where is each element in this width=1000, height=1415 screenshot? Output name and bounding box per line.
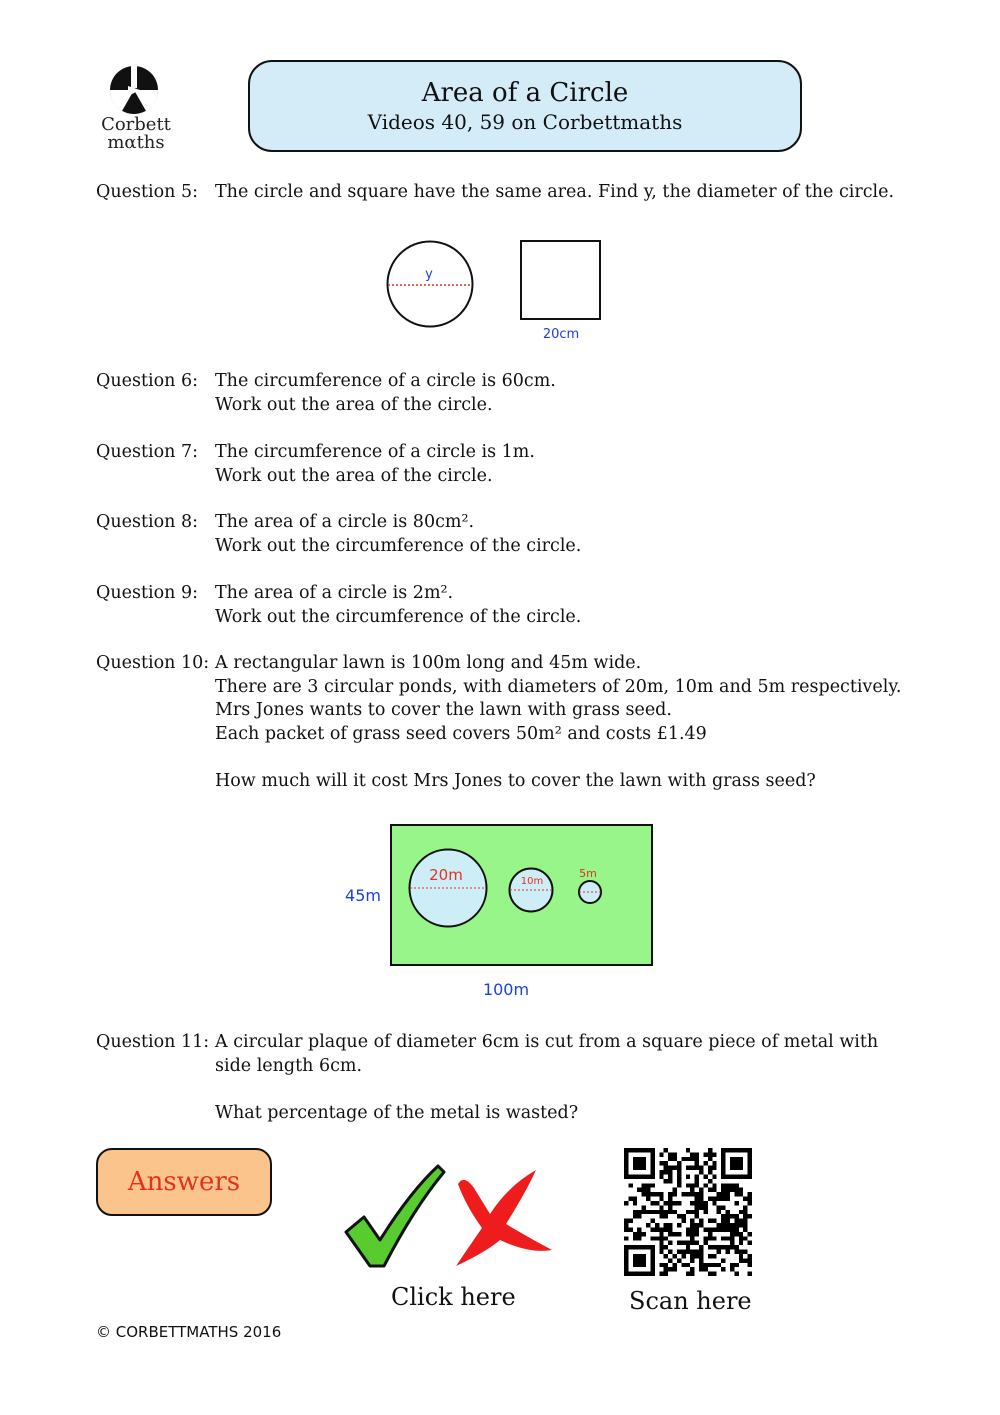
q5-square-label: 20cm (542, 327, 580, 342)
scan-here-label: Scan here (629, 1287, 752, 1315)
question-9-line-1: The area of a circle is 2m². (215, 583, 454, 603)
question-10-line-4: Each packet of grass seed covers 50m² and costs £1.49 (215, 723, 707, 744)
pond-large-label: 20m (429, 866, 463, 884)
answers-button[interactable]: Answers (96, 1148, 272, 1216)
qr-code-icon[interactable] (624, 1148, 752, 1276)
lawn-length-label: 100m (482, 980, 530, 999)
question-11-line-1: A circular plaque of diameter 6cm is cut from a square piece of metal with side length 6cm. (215, 1032, 879, 1076)
question-10-line-1: A rectangular lawn is 100m long and 45m wide. (215, 653, 642, 673)
question-5-diagram (380, 232, 620, 347)
question-5-text (215, 181, 905, 205)
question-11-line-2: What percentage of the metal is wasted? (215, 1102, 579, 1123)
question-10-line-3: Mrs Jones wants to cover the lawn with grass seed. (215, 700, 672, 720)
copyright-text: © CORBETTMATHS 2016 (96, 1323, 282, 1341)
pond-small-label: 5m (579, 867, 597, 880)
tick-icon (346, 1166, 444, 1266)
pond-medium-label: 10m (520, 876, 544, 887)
q5-square (521, 241, 600, 319)
page-subtitle: Videos 40, 59 on Corbettmaths (367, 110, 683, 134)
question-6-line-1: The circumference of a circle is 60cm. (215, 371, 556, 391)
question-7-text (215, 441, 905, 488)
logo-text-top: Corbett (101, 114, 171, 135)
lawn-width-label: 45m (345, 886, 381, 905)
question-10-diagram (335, 818, 665, 1003)
title-box (248, 60, 802, 152)
pond-small (579, 881, 601, 903)
question-6-line-2: Work out the area of the circle. (215, 394, 493, 415)
question-8-text (215, 511, 905, 558)
question-10-line-5: How much will it cost Mrs Jones to cover the lawn with grass seed? (215, 770, 816, 791)
logo-text-bottom: mαths (107, 132, 165, 153)
question-11-text (215, 1031, 905, 1125)
q5-circle (388, 242, 473, 327)
corbettmaths-logo-icon (96, 66, 176, 114)
question-8-line-2: Work out the circumference of the circle. (215, 535, 582, 556)
question-9-text (215, 582, 905, 629)
question-5-label: Question 5: (96, 182, 198, 202)
cross-icon (456, 1170, 552, 1266)
question-9-label: Question 9: (96, 583, 198, 603)
question-7-label: Question 7: (96, 442, 198, 462)
question-10-line-2: There are 3 circular ponds, with diameters of 20m, 10m and 5m respectively. (215, 676, 902, 697)
question-9-line-2: Work out the circumference of the circle. (215, 606, 582, 627)
question-5-line: The circle and square have the same area. Find y, the diameter of the circle. (215, 182, 895, 202)
question-7-line-2: Work out the area of the circle. (215, 465, 493, 486)
question-10-text (215, 652, 905, 793)
question-6-text (215, 370, 905, 417)
page-title: Area of a Circle (421, 78, 629, 108)
question-8-label: Question 8: (96, 512, 198, 532)
question-11-label: Question 11: (96, 1032, 210, 1052)
question-7-line-1: The circumference of a circle is 1m. (215, 442, 535, 462)
q5-diameter-label: y (425, 267, 433, 282)
click-here-link[interactable] (340, 1162, 555, 1274)
question-10-label: Question 10: (96, 653, 210, 673)
click-here-label[interactable]: Click here (391, 1283, 516, 1311)
corbettmaths-logo (96, 66, 176, 156)
question-8-line-1: The area of a circle is 80cm². (215, 512, 475, 532)
question-6-label: Question 6: (96, 371, 198, 391)
